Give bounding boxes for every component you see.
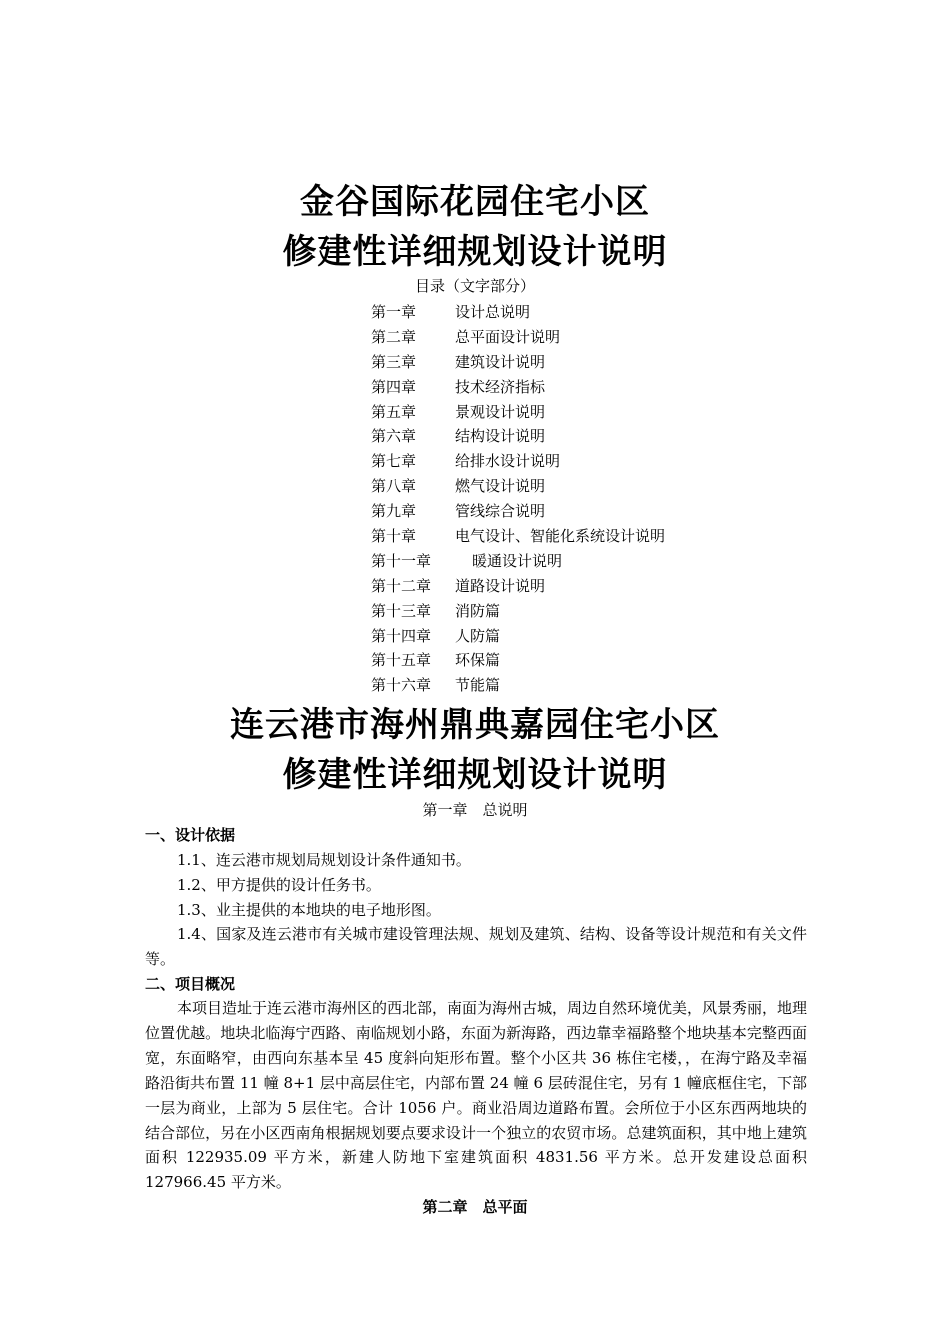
toc-item — [371, 350, 831, 375]
toc-chapter-number: 第十五章 — [371, 651, 432, 670]
chapter2-heading: 第二章 总平面 — [422, 1198, 528, 1216]
toc-chapter-number: 第三章 — [371, 352, 417, 371]
toc-item — [371, 673, 831, 698]
toc-chapter-title: 电气设计、智能化系统设计说明 — [455, 527, 666, 546]
toc-item — [371, 474, 831, 499]
toc-item — [371, 375, 831, 400]
toc-chapter-title: 节能篇 — [455, 676, 501, 695]
toc-chapter-number: 第十一章 — [371, 551, 432, 570]
toc-chapter-number: 第一章 — [371, 303, 417, 321]
toc-chapter-title: 给排水设计说明 — [455, 452, 561, 471]
toc-chapter-title: 技术经济指标 — [455, 377, 546, 396]
chapter1-heading: 第一章 总说明 — [422, 801, 528, 819]
toc-item — [371, 624, 831, 649]
table-of-contents — [371, 300, 831, 698]
toc-chapter-number: 第十二章 — [371, 576, 432, 595]
toc-item — [371, 449, 831, 474]
toc-item — [371, 648, 831, 673]
toc-chapter-title: 景观设计说明 — [455, 402, 546, 421]
toc-chapter-number: 第九章 — [371, 502, 417, 521]
toc-chapter-title: 暖通设计说明 — [472, 551, 563, 570]
toc-chapter-number: 第十三章 — [371, 601, 432, 620]
toc-item — [371, 424, 831, 449]
toc-chapter-title: 燃气设计说明 — [455, 477, 546, 496]
toc-chapter-number: 第十章 — [371, 527, 417, 546]
toc-chapter-number: 第五章 — [371, 402, 417, 421]
toc-chapter-number: 第六章 — [371, 427, 417, 446]
toc-chapter-title: 人防篇 — [455, 626, 501, 645]
toc-item — [371, 300, 831, 325]
doc1-title-line1: 金谷国际花园住宅小区 — [300, 182, 650, 222]
toc-chapter-title: 总平面设计说明 — [455, 327, 561, 346]
project-overview-paragraph: 本项目造址于连云港市海州区的西北部，南面为海州古城，周边自然环境优美，风景秀丽，地理位置优越。地块北临海宁西路、南临规划小路，东面为新海路，西边靠幸福路整个地块基本完整西面宽，东面略窄，由西向东基本呈 45 度斜向矩形布置。整个小区共 36 栋住宅楼，，在海宁路及幸福路沿街共布置 11 幢 8+1 层中高层住宅，内部布置 24 幢 6 层砖混住宅，另有 1 幢底框住宅，下部一层为商业，上部为 5 层住宅。合计 1056 户。商业沿周边道路布置。会所位于小区东西两地块的结合部位，另在小区西南角根据规划要点要求设计一个独立的农贸市场。总建筑面积，其中地上建筑面积 122935.09 平方米，新建人防地下室建筑面积 4831.56 平方米。总开发建设总面积 127966.45 平方米。 — [145, 999, 808, 1192]
toc-item — [371, 599, 831, 624]
toc-chapter-number: 第八章 — [371, 477, 417, 496]
toc-chapter-number: 第二章 — [371, 327, 417, 346]
list-item: 1.3、业主提供的本地块的电子地形图。 — [177, 901, 441, 919]
toc-chapter-title: 管线综合说明 — [455, 502, 546, 521]
toc-chapter-title: 环保篇 — [455, 651, 501, 670]
toc-chapter-number: 第七章 — [371, 452, 417, 471]
doc1-title-line2: 修建性详细规划设计说明 — [282, 232, 668, 272]
toc-chapter-title: 道路设计说明 — [455, 576, 546, 595]
list-item: 1.2、甲方提供的设计任务书。 — [177, 876, 381, 894]
toc-item — [371, 400, 831, 425]
doc2-title-line1: 连云港市海州鼎典嘉园住宅小区 — [230, 705, 720, 745]
toc-item — [371, 524, 831, 549]
toc-chapter-number: 第十六章 — [371, 676, 432, 695]
toc-heading: 目录（文字部分） — [414, 277, 535, 295]
doc2-title-line2: 修建性详细规划设计说明 — [282, 755, 668, 795]
section-heading-project-overview: 二、项目概况 — [145, 975, 236, 993]
toc-item — [371, 549, 831, 574]
section-heading-design-basis: 一、设计依据 — [145, 826, 236, 844]
toc-chapter-title: 消防篇 — [455, 601, 501, 620]
list-item: 1.1、连云港市规划局规划设计条件通知书。 — [177, 851, 471, 869]
toc-chapter-number: 第四章 — [371, 377, 417, 396]
toc-item — [371, 499, 831, 524]
toc-item — [371, 574, 831, 599]
toc-chapter-title: 建筑设计说明 — [455, 352, 546, 371]
toc-item — [371, 325, 831, 350]
toc-chapter-title: 结构设计说明 — [455, 427, 546, 446]
toc-chapter-number: 第十四章 — [371, 626, 432, 645]
list-item-paragraph: 1.4、国家及连云港市有关城市建设管理法规、规划及建筑、结构、设备等设计规范和有关文件等。 — [145, 925, 807, 968]
toc-chapter-title: 设计总说明 — [455, 303, 531, 321]
